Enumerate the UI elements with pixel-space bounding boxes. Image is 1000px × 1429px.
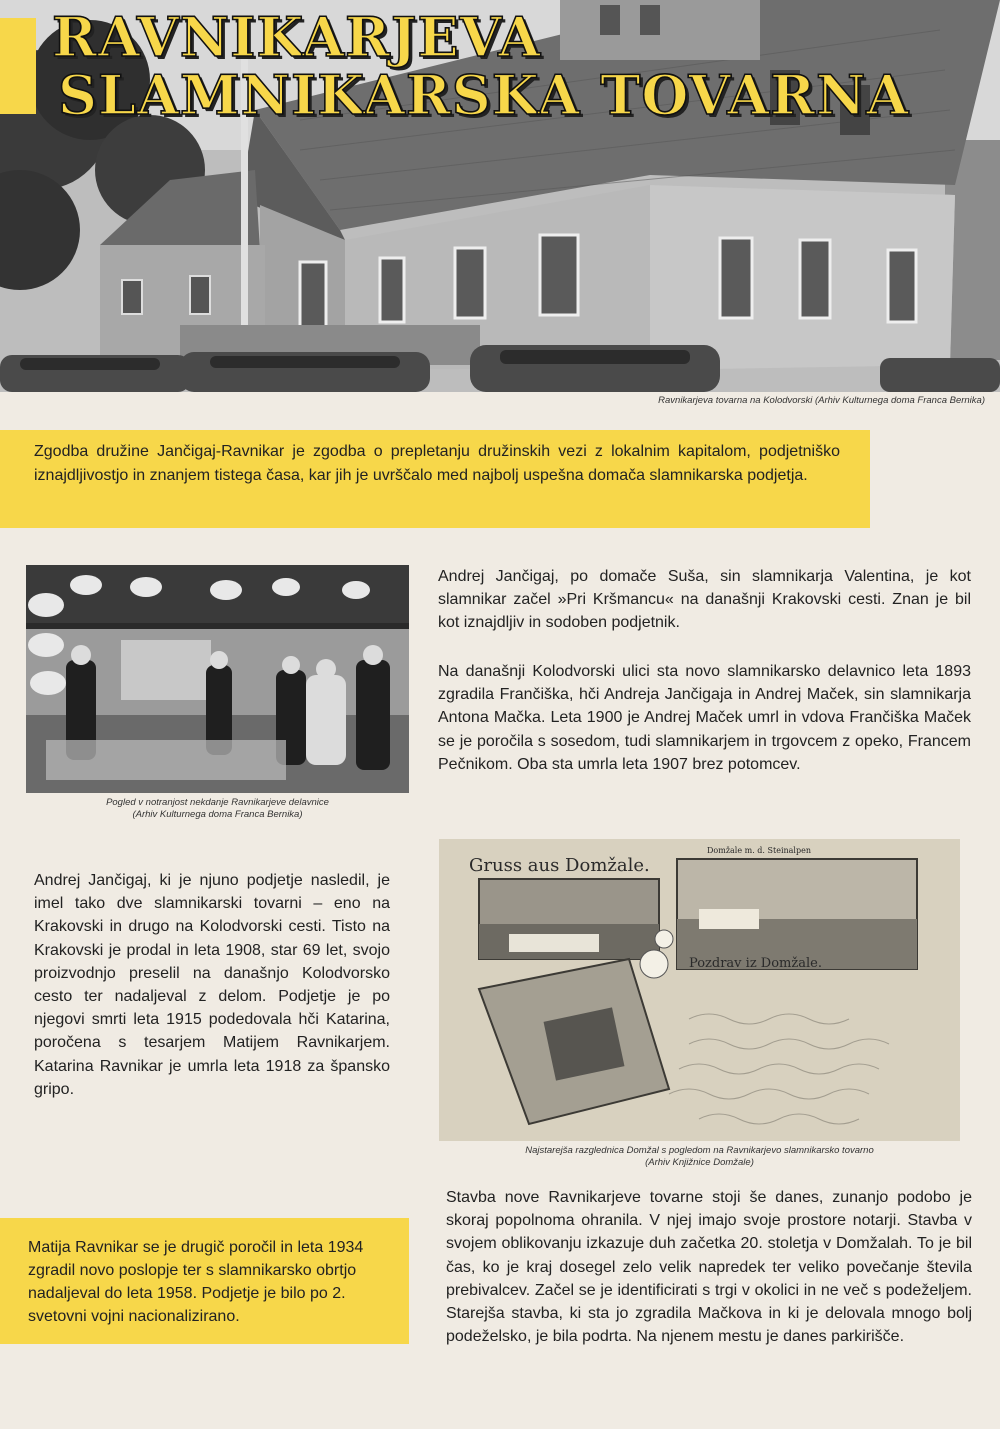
workshop-caption-line-1: Pogled v notranjost nekdanje Ravnikarjeve delavnice xyxy=(106,797,329,808)
postcard-caption-line-2: (Arhiv Knjižnice Domžale) xyxy=(645,1157,754,1168)
paragraph-matija-ravnikar: Matija Ravnikar se je drugič poročil in leta 1934 zgradil novo poslopje ter s slamnikarsko obrtjo nadaljeval do leta 1958. Podjetje je bilo po 2. svetovni vojni nacionalizirano. xyxy=(28,1239,364,1325)
postcard-caption-line-1: Najstarejša razglednica Domžal s pogledom na Ravnikarjevo slamnikarsko tovarno xyxy=(525,1145,874,1156)
title-line-2: SLAMNIKARSKA TOVARNA xyxy=(58,63,910,127)
postcard-caption xyxy=(439,1145,960,1169)
matija-ravnikar-box xyxy=(0,1218,409,1344)
postcard-pozdrav: Pozdrav iz Domžale. xyxy=(689,956,822,971)
paragraph-andrej-jancigaj: Andrej Jančigaj, po domače Suša, sin slamnikarja Valentina, je kot slamnikar začel »Pri Kršmancu« na današnji Krakovski cesti. Znan je bil kot iznajdljiv in sodoben podjetnik. xyxy=(438,568,971,632)
paragraph-two-factories: Andrej Jančigaj, ki je njuno podjetje nasledil, je imel tako dve slamnikarski tovarni – eno na Krakovski in drugo na Kolodvorski cesti. Tisto na Krakovski je prodal in leta 1908, star 69 let, svojo proizvodnjo preselil na današnjo Kolodvorsko cesto ter nadaljeval z delom. Podjetje je po njegovi smrti leta 1915 podedovala hči Katarina, poročena s tesarjem Matijem Ravnikarjem. Katarina Ravnikar je umrla leta 1918 za špansko gripo. xyxy=(34,872,390,1098)
postcard-image xyxy=(439,839,960,1141)
paragraph-kolodvorska-workshop: Na današnji Kolodvorski ulici sta novo slamnikarsko delavnico leta 1893 zgradila Frančiška, hči Andreja Jančigaja in Andrej Maček, sin slamnikarja Antona Mačka. Leta 1900 je Andrej Maček umrl in vdova Frančiška Maček se je poročila s sosedom, tudi slamnikarjem in trgovcem z opeko, Francem Pečnikom. Oba sta umrla leta 1907 brez potomcev. xyxy=(438,663,971,773)
postcard-greeting: Gruss aus Domžale. xyxy=(469,855,650,876)
title-accent-bar xyxy=(0,18,36,114)
intro-text: Zgodba družine Jančigaj-Ravnikar je zgodba o prepletanju družinskih vezi z lokalnim kapitalom, podjetniško iznajdljivostjo in znanjem tistega časa, kar jih je uvrščalo med najbolj uspešna domača slamnikarska podjetja. xyxy=(34,443,840,484)
intro-box xyxy=(0,430,870,528)
page-title xyxy=(52,5,910,127)
title-line-1: RAVNIKARJEVA xyxy=(52,5,542,69)
workshop-caption-line-2: (Arhiv Kulturnega doma Franca Bernika) xyxy=(132,809,303,820)
workshop-photo-caption xyxy=(26,797,409,821)
paragraph-building-today: Stavba nove Ravnikarjeve tovarne stoji še danes, zunanjo podobo je skoraj popolnoma ohranila. V njej imajo svoje prostore notarji. Stavba v svojem oblikovanju izkazuje duh začetka 20. stoletja v Domžalah. To je bil čas, ko je kraj dosegel zelo velik napredek ter veliko povečanje števila prebivalcev. Začel se je identificirati s trgi v okolici in ne več s podeželjem. Starejša stavba, ki sta jo zgradila Mačkova in ki je delovala mnogo bolj podeželsko, je bila podrta. Na njenem mestu je danes parkirišče. xyxy=(446,1189,972,1346)
hero-photo-caption: Ravnikarjeva tovarna na Kolodvorski (Arhiv Kulturnega doma Franca Bernika) xyxy=(658,395,985,406)
workshop-photo xyxy=(26,565,409,793)
postcard-view-label: Domžale m. d. Steinalpen xyxy=(707,846,811,855)
